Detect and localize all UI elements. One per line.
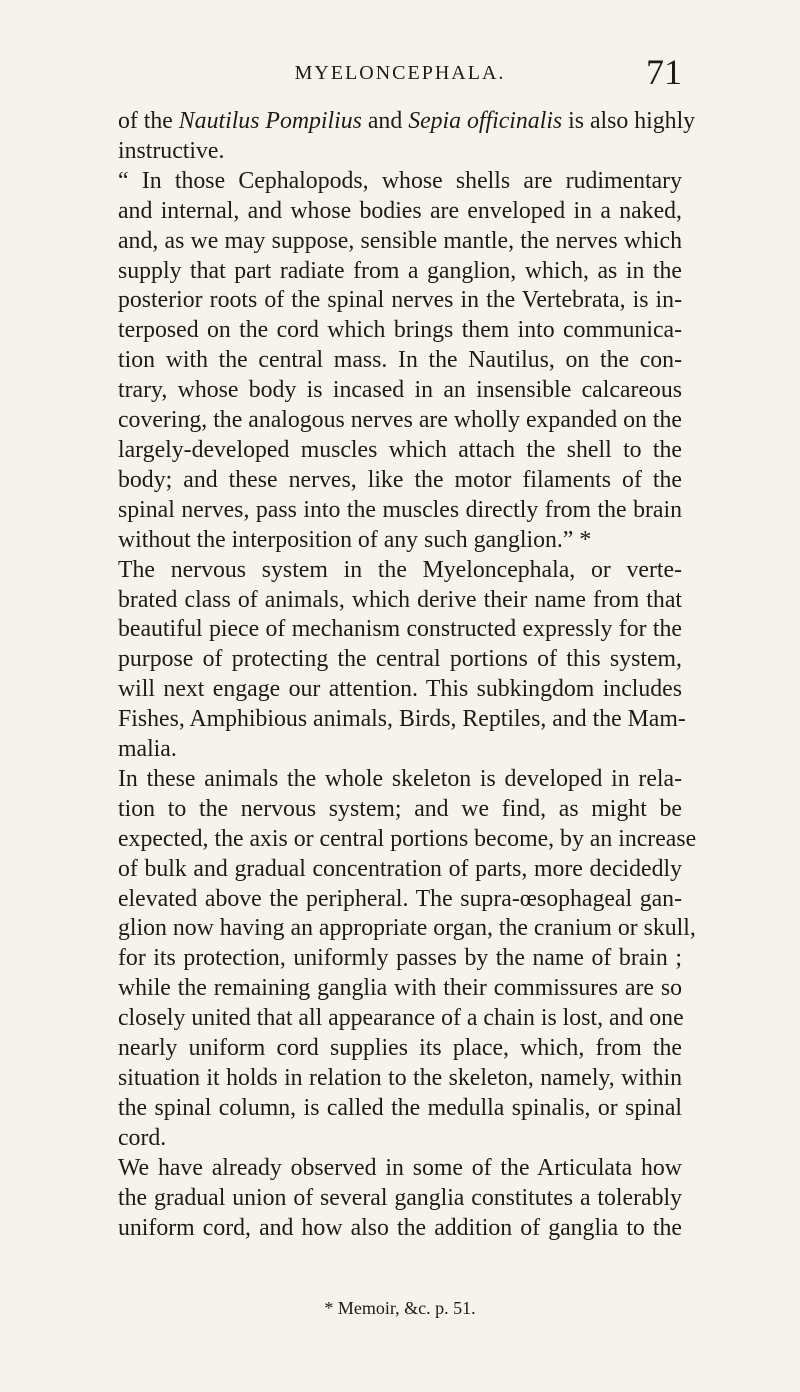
text-line: trary, whose body is incased in an insensible calcareous xyxy=(118,377,682,404)
text-line: beautiful piece of mechanism constructed expressly for the xyxy=(118,616,682,643)
italic-term: Sepia officinalis xyxy=(408,108,563,134)
text-line: supply that part radiate from a ganglion, which, as in the xyxy=(118,257,682,284)
text-line: “ In those Cephalopods, whose shells are rudimentary xyxy=(118,167,682,194)
text-line: the gradual union of several ganglia constitutes a tolerably xyxy=(118,1184,682,1211)
running-title: MYELONCEPHALA. xyxy=(294,62,506,84)
text-line: will next engage our attention. This subkingdom includes xyxy=(118,676,682,703)
text-line: purpose of protecting the central portions of this system, xyxy=(118,646,682,673)
text-line: We have already observed in some of the Articulata how xyxy=(118,1154,682,1181)
text-line: and, as we may suppose, sensible mantle, the nerves which xyxy=(118,227,682,254)
text-line: without the interposition of any such ganglion.” * xyxy=(118,526,592,553)
text-line: uniform cord, and how also the addition of ganglia to the xyxy=(118,1214,682,1241)
text-line: situation it holds in relation to the skeleton, namely, within xyxy=(118,1065,682,1091)
body-text xyxy=(118,107,697,1243)
text-line: cord. xyxy=(118,1124,167,1151)
text-line: of the Nautilus Pompilius and Sepia officinalis is also highly xyxy=(118,108,696,134)
text-line: elevated above the peripheral. The supra-œsophageal gan- xyxy=(118,885,682,912)
text-line: glion now having an appropriate organ, the cranium or skull, xyxy=(118,915,696,942)
text-line: body; and these nerves, like the motor filaments of the xyxy=(118,466,682,493)
text-line: tion to the nervous system; and we find, as might be xyxy=(118,795,682,822)
italic-term: Nautilus Pompilius xyxy=(178,108,362,134)
text-line: the spinal column, is called the medulla spinalis, or spinal xyxy=(118,1094,682,1121)
text-line: posterior roots of the spinal nerves in the Vertebrata, is in- xyxy=(118,287,682,314)
text-line: terposed on the cord which brings them into communica- xyxy=(118,317,682,344)
text-line: while the remaining ganglia with their commissures are so xyxy=(118,975,682,1002)
footnote: * Memoir, &c. p. 51. xyxy=(324,1298,476,1318)
text-line: closely united that all appearance of a chain is lost, and one xyxy=(118,1005,684,1032)
text-line: of bulk and gradual concentration of parts, more decidedly xyxy=(118,855,682,882)
text-line: spinal nerves, pass into the muscles directly from the brain xyxy=(118,496,682,523)
text-line: for its protection, uniformly passes by the name of brain ; xyxy=(118,945,682,972)
text-line: nearly uniform cord supplies its place, which, from the xyxy=(118,1035,682,1062)
text-line: malia. xyxy=(118,736,177,763)
text-line: covering, the analogous nerves are wholly expanded on the xyxy=(118,407,682,434)
page-number: 71 xyxy=(646,52,682,92)
text-line: In these animals the whole skeleton is developed in rela- xyxy=(118,765,682,792)
running-head xyxy=(118,50,682,98)
text-line: tion with the central mass. In the Nautilus, on the con- xyxy=(118,347,682,374)
text-line: The nervous system in the Myeloncephala, or verte- xyxy=(118,556,682,583)
text-line: expected, the axis or central portions become, by an increase xyxy=(118,825,697,852)
text-line: Fishes, Amphibious animals, Birds, Reptiles, and the Mam- xyxy=(118,706,686,733)
text-line: brated class of animals, which derive their name from that xyxy=(118,586,682,613)
text-line: largely-developed muscles which attach the shell to the xyxy=(118,436,682,463)
text-line: instructive. xyxy=(118,137,225,164)
text-line: and internal, and whose bodies are enveloped in a naked, xyxy=(118,197,682,224)
